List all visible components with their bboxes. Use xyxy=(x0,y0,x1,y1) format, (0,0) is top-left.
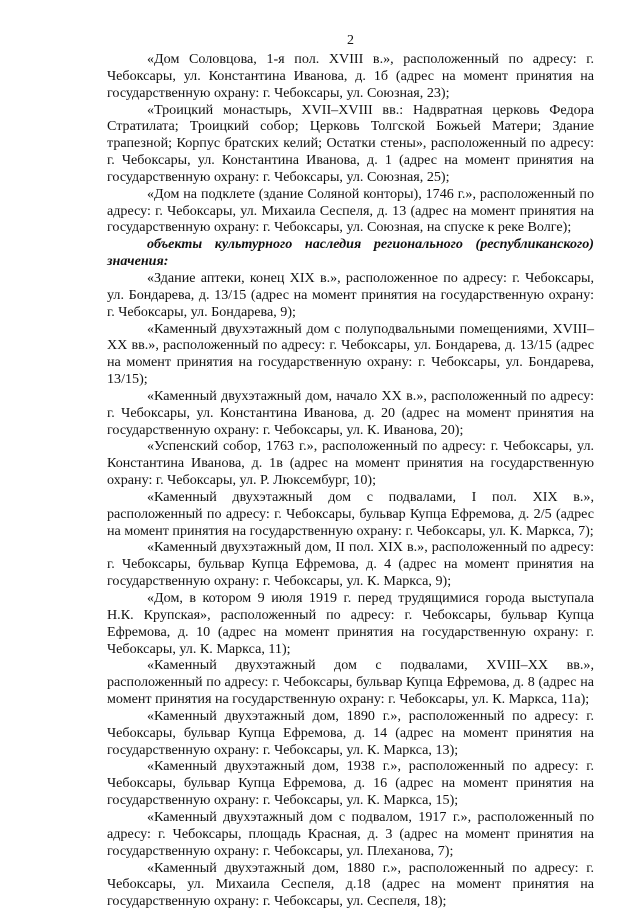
paragraph-uspensky-cathedral: «Успенский собор, 1763 г.», расположенный по адресу: г. Чебоксары, ул. Константина Иванова, д. 1в (адрес на момент принятия на государственную охрану: г. Чебоксары, ул. Р. Люксембург, 10); xyxy=(107,438,594,489)
paragraph-pharmacy: «Здание аптеки, конец XIX в.», расположенное по адресу: г. Чебоксары, ул. Бондарева, д. 13/15 (адрес на момент принятия на государственную охрану: г. Чебоксары, ул. Бондарева, 9); xyxy=(107,270,594,321)
paragraph-house-1938: «Каменный двухэтажный дом, 1938 г.», расположенный по адресу: г. Чебоксары, бульвар Купца Ефремова, д. 16 (адрес на момент принятия на государственную охрану: г. Чебоксары, ул. К. Маркса, 15); xyxy=(107,758,594,809)
paragraph-troitsky-monastery: «Троицкий монастырь, XVII–XVIII вв.: Надвратная церковь Федора Стратилата; Троицкий собор; Церковь Толгской Божьей Матери; Здание трапезной; Корпус братских келий; Остатки стены», расположенный по адресу: г. Чебоксары, ул. Константина Иванова, д. 1 (адрес на момент принятия на государственную охрану: г. Чебоксары, ул. Союзная, 25); xyxy=(107,102,594,186)
paragraph-house-second-half-xix: «Каменный двухэтажный дом, II пол. XIX в.», расположенный по адресу: г. Чебоксары, бульвар Купца Ефремова, д. 4 (адрес на момент принятия на государственную охрану: г. Чебоксары, ул. К. Маркса, 9); xyxy=(107,539,594,590)
paragraph-semi-basement-house: «Каменный двухэтажный дом с полуподвальными помещениями, XVIII–XX вв.», расположенный по адресу: г. Чебоксары, ул. Бондарева, д. 13/15 (адрес на момент принятия на государственную охрану: г. Чебоксары, ул. Бондарева, 13/15); xyxy=(107,321,594,388)
paragraph-house-1917: «Каменный двухэтажный дом с подвалом, 1917 г.», расположенный по адресу: г. Чебоксары, площадь Красная, д. 3 (адрес на момент принятия на государственную охрану: г. Чебоксары, ул. Плеханова, 7); xyxy=(107,809,594,860)
paragraph-house-1890: «Каменный двухэтажный дом, 1890 г.», расположенный по адресу: г. Чебоксары, бульвар Купца Ефремова, д. 14 (адрес на момент принятия на государственную охрану: г. Чебоксары, ул. К. Маркса, 13); xyxy=(107,708,594,759)
paragraph-salt-office: «Дом на подклете (здание Соляной конторы), 1746 г.», расположенный по адресу: г. Чебоксары, ул. Михаила Сеспеля, д. 13 (адрес на момент принятия на государственную охрану: г. Чебоксары, ул. Союзная, на спуске к реке Волге); xyxy=(107,186,594,237)
paragraph-house-1880: «Каменный двухэтажный дом, 1880 г.», расположенный по адресу: г. Чебоксары, ул. Михаила Сеспеля, д.18 (адрес на момент принятия на государственную охрану: г. Чебоксары, ул. Сеспеля, 18); xyxy=(107,860,594,910)
paragraph-house-basements-xviii-xx: «Каменный двухэтажный дом с подвалами, XVIII–XX вв.», расположенный по адресу: г. Чебоксары, бульвар Купца Ефремова, д. 8 (адрес на момент принятия на государственную охрану: г. Чебоксары, ул. К. Маркса, 11а); xyxy=(107,657,594,708)
paragraph-house-basements-first-half-xix: «Каменный двухэтажный дом с подвалами, I пол. XIX в.», расположенный по адресу: г. Чебоксары, бульвар Купца Ефремова, д. 2/5 (адрес на момент принятия на государственную охрану: г. Чебоксары, ул. К. Маркса, 7); xyxy=(107,489,594,540)
section-heading-regional-objects: объекты культурного наследия регионального (республиканского) значения: xyxy=(107,236,594,270)
page-number: 2 xyxy=(107,32,594,49)
paragraph-krupskaya-house: «Дом, в котором 9 июля 1919 г. перед трудящимися города выступала Н.К. Крупская», расположенный по адресу: г. Чебоксары, бульвар Купца Ефремова, д. 10 (адрес на момент принятия на государственную охрану: г. Чебоксары, ул. К. Маркса, 11); xyxy=(107,590,594,657)
document-page xyxy=(107,32,594,910)
paragraph-house-early-xx: «Каменный двухэтажный дом, начало XX в.», расположенный по адресу: г. Чебоксары, ул. Константина Иванова, д. 20 (адрес на момент принятия на государственную охрану: г. Чебоксары, ул. К. Иванова, 20); xyxy=(107,388,594,439)
paragraph-dom-solovtsova: «Дом Соловцова, 1-я пол. XVIII в.», расположенный по адресу: г. Чебоксары, ул. Константина Иванова, д. 1б (адрес на момент принятия на государственную охрану: г. Чебоксары, ул. Союзная, 23); xyxy=(107,51,594,102)
